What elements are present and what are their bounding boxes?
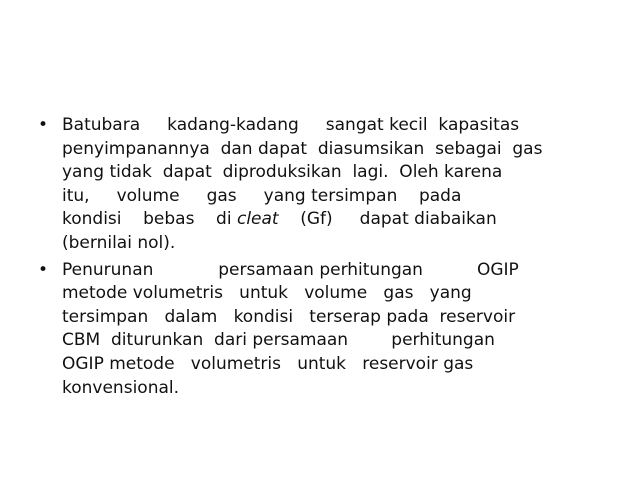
- bullet-2-line-2: metode volumetris untuk volume gas yang: [62, 283, 472, 304]
- cleat-term: cleat: [236, 209, 279, 230]
- bullet-list: [36, 114, 611, 403]
- bullet-1-line-5: [62, 208, 611, 232]
- bullet-2-line-3: tersimpan dalam kondisi terserap pada reservoir: [62, 306, 516, 327]
- bullet-1-line-3: yang tidak dapat diproduksikan lagi. Oleh karena: [62, 162, 503, 183]
- bullet-2-line-6: konvensional.: [62, 377, 180, 398]
- bullet-icon: •: [38, 115, 49, 135]
- bullet-1-line-4: itu, volume gas yang tersimpan pada: [62, 185, 462, 206]
- bullet-icon: •: [38, 259, 49, 280]
- bullet-2-line-4: CBM diturunkan dari persamaan perhitungan: [62, 330, 495, 351]
- bullet-1-line-1: Batubara kadang-kadang sangat kecil kapasitas: [62, 115, 520, 135]
- line-5-part-b: (Gf) dapat diabaikan: [278, 209, 497, 230]
- line-5-part-a: kondisi bebas di: [62, 209, 237, 230]
- bullet-item-2: [36, 259, 611, 401]
- bullet-1-line-2: penyimpanannya dan dapat diasumsikan sebagai gas: [62, 138, 543, 159]
- bullet-item-1: [36, 114, 611, 256]
- bullet-1-line-6: (bernilai nol).: [62, 232, 176, 253]
- bullet-2-line-1: Penurunan persamaan perhitungan OGIP: [62, 259, 519, 280]
- bullet-2-line-5: OGIP metode volumetris untuk reservoir gas: [62, 353, 474, 374]
